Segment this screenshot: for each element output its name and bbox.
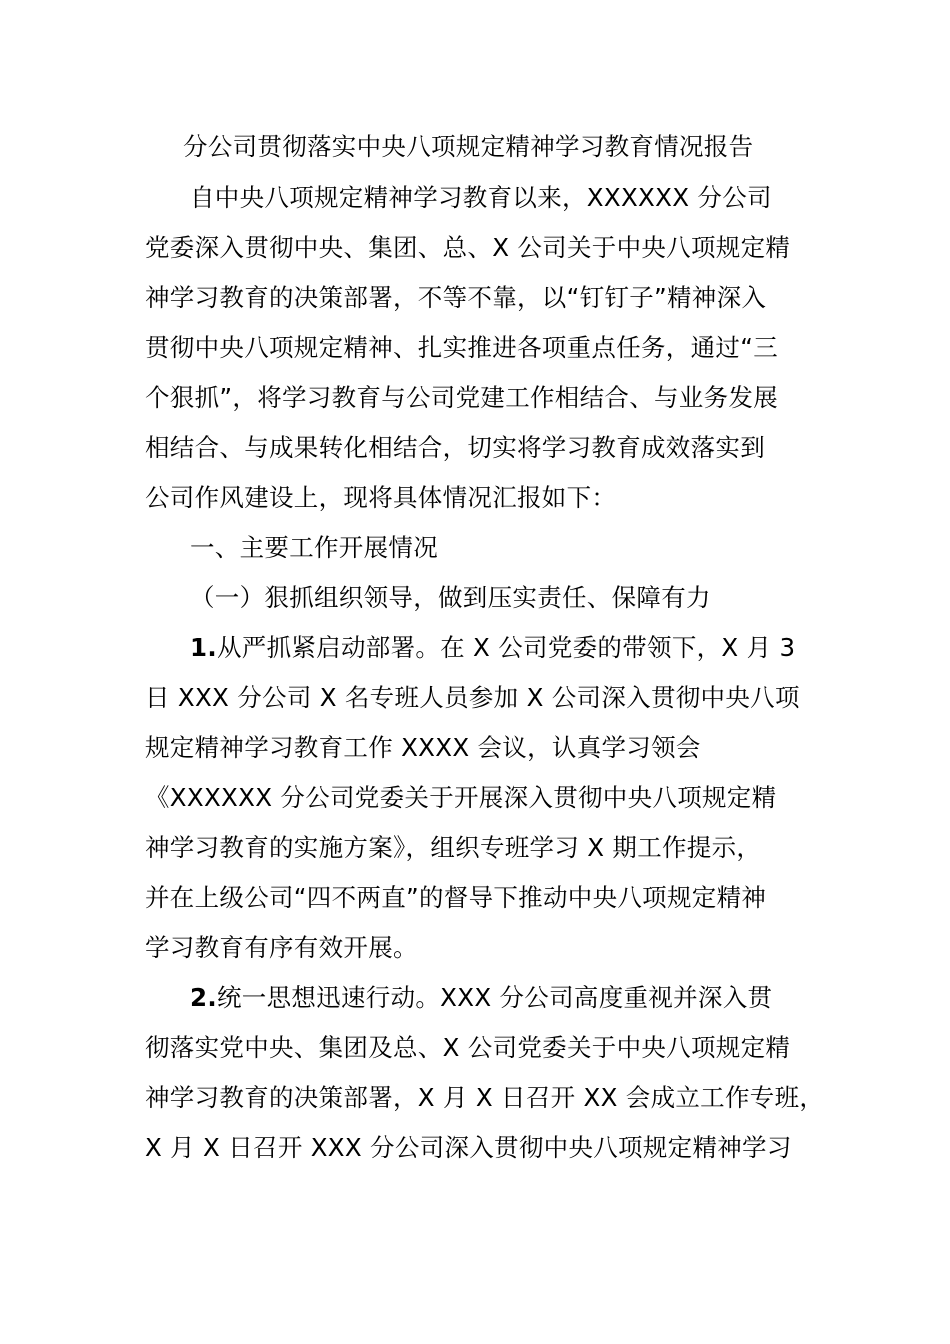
item-2-number: 2. [190, 983, 217, 1012]
section-1-heading: 一、主要工作开展情况 [190, 533, 438, 562]
item-1-line-2: 日 XXX 分公司 X 名专班人员参加 X 公司深入贯彻中央八项 [145, 683, 800, 712]
intro-line-3: 神学习教育的决策部署，不等不靠，以“钉钉子”精神深入 [145, 283, 767, 312]
item-2-line-3: 神学习教育的决策部署，X 月 X 日召开 XX 会成立工作专班， [145, 1083, 825, 1112]
intro-line-2: 党委深入贯彻中央、集团、总、X 公司关于中央八项规定精 [145, 233, 791, 262]
item-1-line-4: 《XXXXXX 分公司党委关于开展深入贯彻中央八项规定精 [145, 783, 777, 812]
item-1-line-1 [190, 632, 795, 664]
item-2-text-1: 统一思想迅速行动。XXX 分公司高度重视并深入贯 [216, 983, 773, 1012]
item-1-number: 1. [190, 633, 217, 662]
item-2-line-2: 彻落实党中央、集团及总、X 公司党委关于中央八项规定精 [145, 1033, 791, 1062]
intro-line-1: 自中央八项规定精神学习教育以来，XXXXXX 分公司 [190, 183, 772, 212]
subsection-1-heading: （一）狠抓组织领导，做到压实责任、保障有力 [190, 583, 711, 612]
item-1-line-7: 学习教育有序有效开展。 [145, 933, 418, 962]
item-1-line-5: 神学习教育的实施方案》，组织专班学习 X 期工作提示， [145, 833, 762, 862]
item-2-line-1 [190, 982, 772, 1014]
document-title: 分公司贯彻落实中央八项规定精神学习教育情况报告 [183, 132, 754, 161]
intro-line-6: 相结合、与成果转化相结合，切实将学习教育成效落实到 [145, 433, 765, 462]
intro-line-5: 个狠抓”，将学习教育与公司党建工作相结合、与业务发展 [145, 383, 778, 412]
item-1-line-3: 规定精神学习教育工作 XXXX 会议，认真学习领会 [145, 733, 701, 762]
intro-line-4: 贯彻中央八项规定精神、扎实推进各项重点任务，通过“三 [145, 333, 778, 362]
item-2-line-4: X 月 X 日召开 XXX 分公司深入贯彻中央八项规定精神学习 [145, 1133, 792, 1162]
intro-line-7: 公司作风建设上，现将具体情况汇报如下： [145, 483, 617, 512]
item-1-line-6: 并在上级公司“四不两直”的督导下推动中央八项规定精神 [145, 883, 767, 912]
item-1-text-1: 从严抓紧启动部署。在 X 公司党委的带领下，X 月 3 [216, 633, 796, 662]
